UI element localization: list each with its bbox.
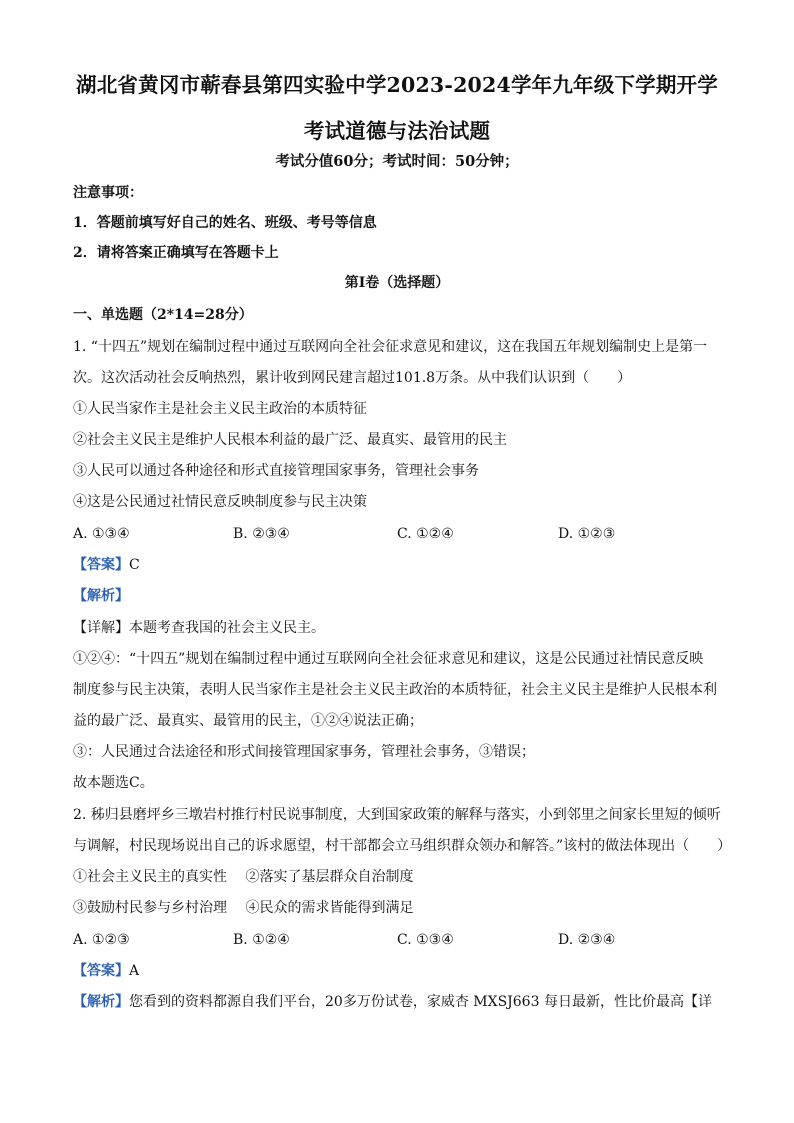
q1-option-d: D. ①②③	[558, 526, 616, 542]
q1-statement-2: ②社会主义民主是维护人民根本利益的最广泛、最真实、最管用的民主	[73, 432, 507, 448]
q2-answer	[73, 961, 139, 981]
q1-option-b: B. ②③④	[233, 526, 290, 542]
section-heading: 一、单选题（2*14=28分）	[73, 307, 253, 323]
q1-statement-4: ④这是公民通过社情民意反映制度参与民主决策	[73, 494, 367, 510]
analysis-tag: 【解析】	[73, 994, 129, 1010]
answer-value: A	[129, 963, 140, 979]
q1-explain-line3: 益的最广泛、最真实、最管用的民主，①②④说法正确；	[73, 713, 423, 729]
q1-option-a: A. ①③④	[73, 526, 130, 542]
analysis-tag: 【解析】	[73, 588, 129, 604]
note-item-2: 2．请将答案正确填写在答题卡上	[73, 245, 279, 261]
detail-tag: 【详解】	[73, 620, 129, 636]
q2-stem-line2: 与调解，村民现场说出自己的诉求愿望，村干部都会立马组织群众领办和解答。”该村的做法体现出（ ）	[73, 838, 732, 854]
q1-explain-line4: ③：人民通过合法途径和形式间接管理国家事务，管理社会事务，③错误；	[73, 744, 535, 760]
q1-explain-line1: ①②④：“十四五”规划在编制过程中通过互联网向全社会征求意见和建议，这是公民通过社情民意反映	[73, 651, 704, 667]
q2-option-a: A. ①②③	[73, 932, 130, 948]
analysis-text: 您看到的资料都源自我们平台，20多万份试卷，家威杏 MXSJ663 每日最新，性比价最高【详	[129, 994, 712, 1010]
q1-statement-3: ③人民可以通过各种途径和形式直接管理国家事务，管理社会事务	[73, 463, 479, 479]
q1-option-c: C. ①②④	[397, 526, 454, 542]
q1-stem-line2: 次。这次活动社会反响热烈，累计收到网民建言超过101.8万条。从中我们认识到（ ）	[73, 370, 632, 386]
notes-heading: 注意事项：	[73, 185, 143, 201]
q2-option-d: D. ②③④	[558, 932, 616, 948]
q1-analysis-tag	[73, 586, 129, 606]
document-title-line2: 考试道德与法治试题	[303, 119, 491, 143]
answer-value: C	[129, 557, 140, 573]
exam-info: 考试分值60分；考试时间：50分钟；	[275, 153, 519, 170]
q1-conclusion: 故本题选C。	[73, 775, 154, 791]
q2-stem-line1: 2. 秭归县磨坪乡三墩岩村推行村民说事制度，大到国家政策的解释与落实，小到邻里之间家长里短的倾听	[73, 807, 721, 823]
document-title-line1: 湖北省黄冈市蕲春县第四实验中学2023-2024学年九年级下学期开学	[76, 73, 718, 97]
q2-option-c: C. ①③④	[397, 932, 454, 948]
q1-stem-line1: 1. “十四五”规划在编制过程中通过互联网向全社会征求意见和建议，这在我国五年规划编制史上是第一	[73, 339, 708, 355]
note-item-1: 1．答题前填写好自己的姓名、班级、考号等信息	[73, 215, 377, 231]
q2-option-b: B. ①②④	[233, 932, 290, 948]
volume-heading: 第I卷（选择题）	[344, 275, 450, 291]
q2-statements-line1: ①社会主义民主的真实性 ②落实了基层群众自治制度	[73, 869, 414, 885]
answer-tag: 【答案】	[73, 557, 129, 573]
q2-statements-line2: ③鼓励村民参与乡村治理 ④民众的需求皆能得到满足	[73, 900, 414, 916]
q2-analysis	[73, 992, 712, 1012]
q1-explain-line2: 制度参与民主决策，表明人民当家作主是社会主义民主政治的本质特征，社会主义民主是维护人民根本利	[73, 682, 717, 698]
answer-tag: 【答案】	[73, 963, 129, 979]
q1-answer	[73, 555, 140, 575]
q1-detail	[73, 618, 325, 638]
detail-intro: 本题考查我国的社会主义民主。	[129, 620, 325, 636]
q1-statement-1: ①人民当家作主是社会主义民主政治的本质特征	[73, 401, 367, 417]
